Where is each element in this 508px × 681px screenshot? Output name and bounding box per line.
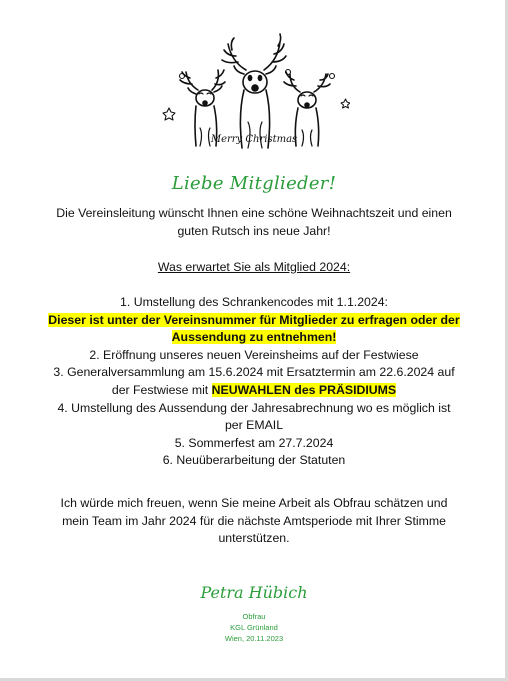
list-item-text: der Festwiese mit [111,382,212,397]
signature-name: Petra Hübich [200,583,308,602]
intro-line: guten Rutsch ins neue Jahr! [177,223,331,238]
section-heading [40,259,468,277]
intro-paragraph [40,205,468,240]
list-item: 1. Umstellung des Schrankencodes mit 1.1.2024: [120,295,388,309]
closing-line: Ich würde mich freuen, wenn Sie meine Arbeit als Obfrau schätzen und [60,496,448,510]
closing-line: mein Team im Jahr 2024 für die nächste Amtsperiode mit Ihrer Stimme [62,513,446,528]
signature-org: KGL Grünland [230,623,278,632]
intro-line: Die Vereinsleitung wünscht Ihnen eine schöne Weihnachtszeit und einen [56,206,452,220]
closing-paragraph [40,495,468,548]
greeting-heading: Liebe Mitglieder! [171,173,337,194]
list-item: 6. Neuüberarbeitung der Statuten [162,453,346,468]
highlight-text: Dieser ist unter der Vereinsnummer für Mitglieder zu erfragen oder der [48,312,460,327]
list-item: 4. Umstellung des Aussendung der Jahresabrechnung wo es möglich ist [57,400,451,415]
signature-place-date: Wien, 20.11.2023 [224,634,284,643]
signature-role: Obfrau [242,612,266,621]
closing-line: unterstützen. [218,531,290,546]
list-item-highlight [40,312,468,330]
list-item: 2. Eröffnung unseres neuen Vereinsheims auf der Festwiese [89,347,419,362]
highlight-text: Aussendung zu entnehmen! [171,330,337,345]
list-item [40,382,468,400]
list-item: per EMAIL [224,418,284,433]
reindeer-middle-icon [222,34,286,148]
highlight-text: NEUWAHLEN des PRÄSIDIUMS [211,382,397,397]
program-list [40,294,468,470]
list-item: 5. Sommerfest am 27.7.2024 [174,435,334,450]
list-item-highlight [40,329,468,347]
section-heading-text: Was erwartet Sie als Mitglied 2024: [157,260,351,274]
list-item: 3. Generalversammlung am 15.6.2024 mit Ersatztermin am 22.6.2024 auf [53,365,455,380]
merry-christmas-caption: Merry Christmas [210,134,298,145]
